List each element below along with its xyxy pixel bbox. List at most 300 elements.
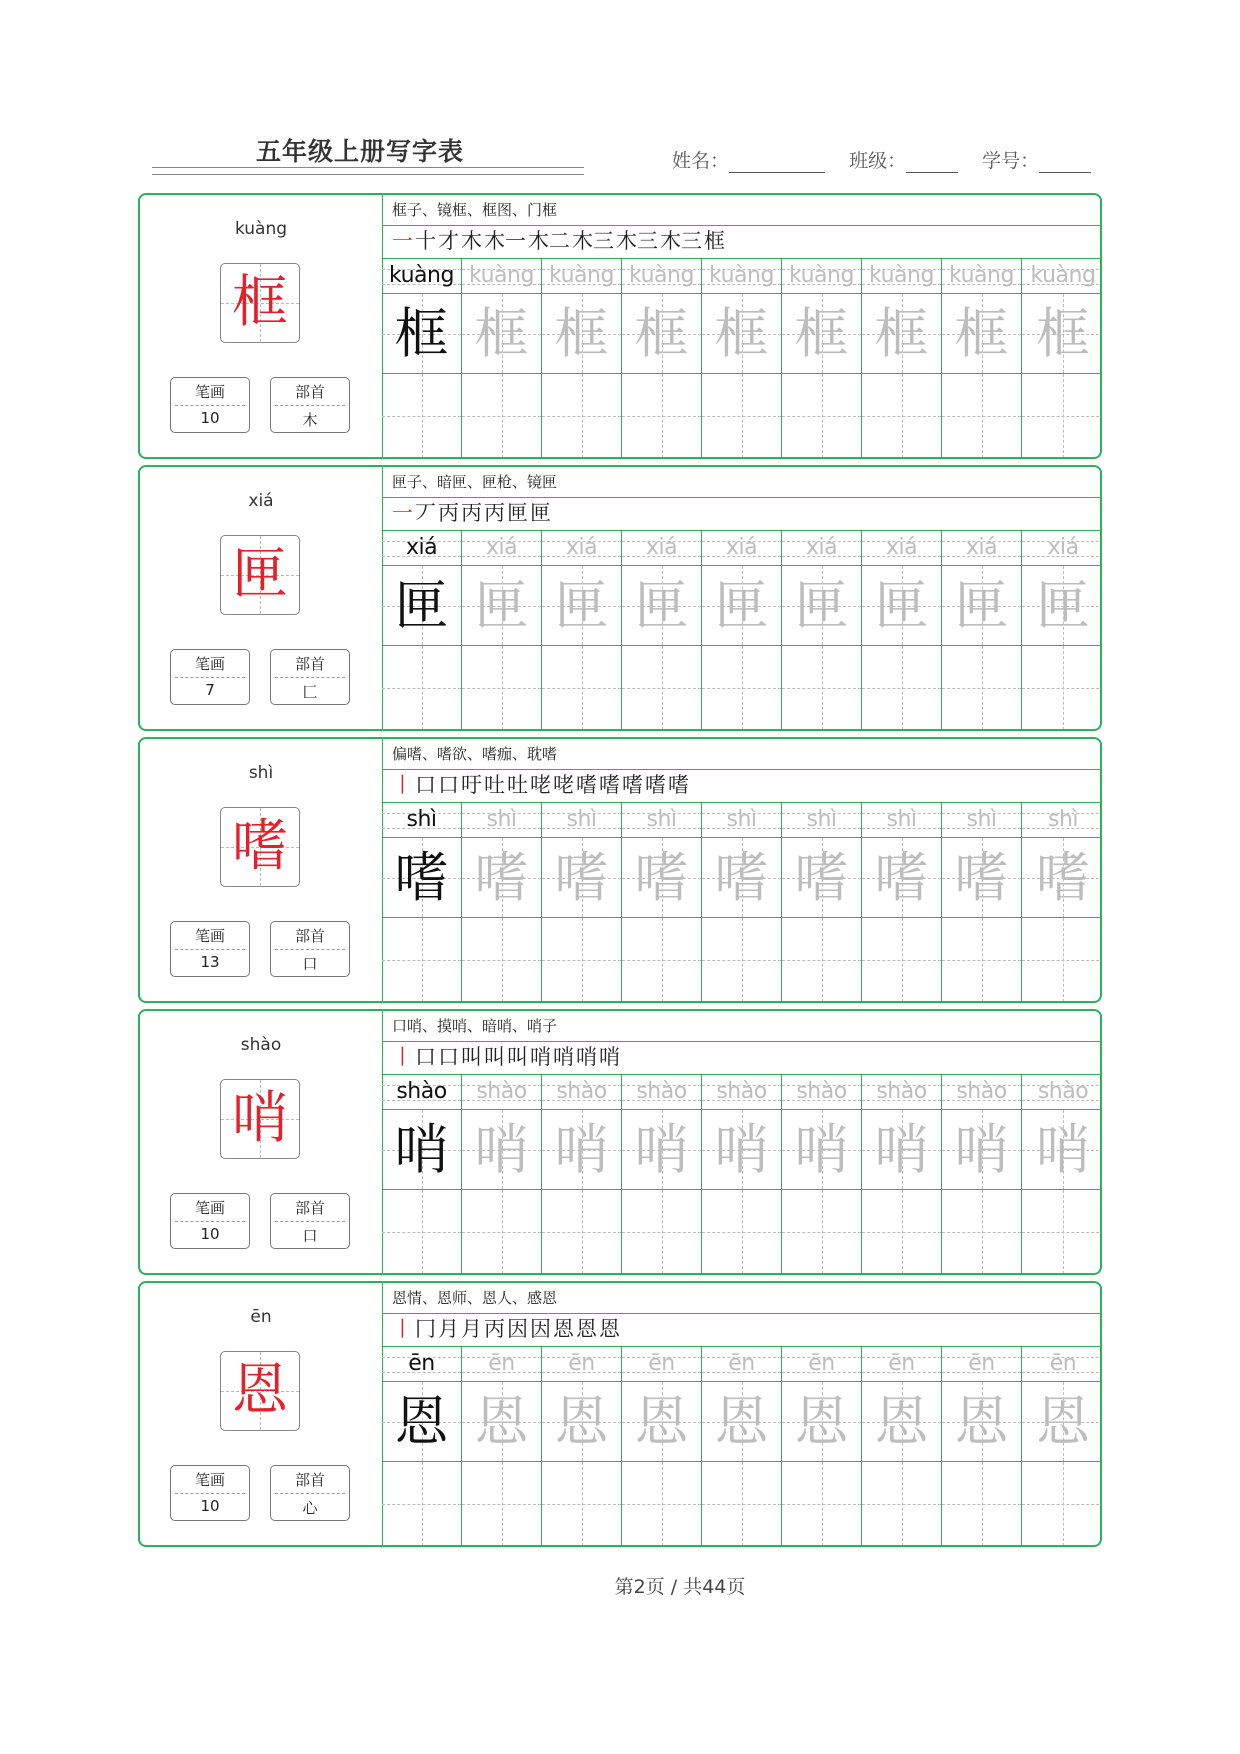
divider bbox=[275, 405, 345, 406]
blank-practice-cell[interactable] bbox=[622, 646, 701, 730]
stroke-order-step: 匣 bbox=[507, 501, 528, 525]
practice-area bbox=[382, 1283, 1100, 1545]
pinyin-cell[interactable] bbox=[462, 802, 541, 838]
character-card bbox=[138, 737, 1102, 1003]
grid-v-line bbox=[582, 918, 583, 1002]
blank-practice-cell[interactable] bbox=[1022, 1190, 1102, 1274]
stroke-order-step: 口 bbox=[438, 773, 459, 797]
blank-practice-cell[interactable] bbox=[462, 646, 541, 730]
pinyin-trace: xiá bbox=[565, 535, 598, 560]
practice-column bbox=[862, 1346, 942, 1545]
blank-practice-cell[interactable] bbox=[622, 918, 701, 1002]
practice-column bbox=[462, 802, 542, 1001]
grid-v-line bbox=[902, 374, 903, 458]
tian-grid-cell[interactable] bbox=[862, 1110, 941, 1190]
blank-practice-cell[interactable] bbox=[542, 374, 621, 458]
practice-area bbox=[382, 1011, 1100, 1273]
grid-v-line bbox=[902, 646, 903, 730]
blank-practice-cell[interactable] bbox=[782, 646, 861, 730]
tian-grid-cell[interactable] bbox=[1022, 566, 1102, 646]
tian-grid-cell[interactable] bbox=[862, 294, 941, 374]
pinyin-trace: shì bbox=[966, 807, 997, 832]
character-card bbox=[138, 465, 1102, 731]
stroke-order-step: 哨 bbox=[599, 1045, 620, 1069]
stroke-count-label: 笔画 bbox=[194, 1471, 225, 1489]
example-words: 偏嗜、嗜欲、嗜痂、耽嗜 bbox=[382, 739, 1100, 770]
blank-practice-cell[interactable] bbox=[622, 1190, 701, 1274]
stroke-count-box bbox=[170, 377, 250, 433]
pinyin-trace: ēn bbox=[968, 1351, 995, 1376]
tian-grid-cell[interactable] bbox=[782, 838, 861, 918]
pinyin-cell[interactable] bbox=[782, 530, 861, 566]
tian-grid-cell[interactable] bbox=[1022, 1110, 1102, 1190]
character-pinyin: shì bbox=[248, 763, 274, 783]
practice-column bbox=[702, 530, 782, 729]
class-label: 班级： bbox=[849, 150, 907, 172]
stroke-order-step: 一 bbox=[392, 501, 413, 525]
pinyin-cell[interactable] bbox=[462, 1346, 541, 1382]
tian-grid-cell[interactable] bbox=[782, 1382, 861, 1462]
pinyin-cell[interactable] bbox=[542, 1074, 621, 1110]
grid-v-line bbox=[502, 374, 503, 458]
practice-column bbox=[702, 802, 782, 1001]
tian-grid-cell[interactable] bbox=[1022, 838, 1102, 918]
blank-practice-cell[interactable] bbox=[702, 918, 781, 1002]
blank-practice-cell[interactable] bbox=[782, 1462, 861, 1546]
pinyin-cell[interactable] bbox=[542, 258, 621, 294]
pinyin-trace: shì bbox=[726, 807, 757, 832]
tian-grid-cell[interactable] bbox=[702, 294, 781, 374]
pinyin-trace: xiá bbox=[1047, 535, 1079, 560]
grid-v-line bbox=[662, 646, 663, 730]
tian-grid-cell[interactable] bbox=[862, 838, 941, 918]
blank-practice-cell[interactable] bbox=[382, 1462, 461, 1546]
tian-grid-cell[interactable] bbox=[542, 294, 621, 374]
practice-column bbox=[1022, 1074, 1102, 1273]
char-trace: 嗜 bbox=[554, 846, 609, 909]
radical-value: 匚 bbox=[302, 683, 318, 701]
pinyin-cell[interactable] bbox=[622, 530, 701, 566]
grid-v-line bbox=[822, 1190, 823, 1274]
radical-value: 口 bbox=[302, 955, 318, 973]
practice-area bbox=[382, 195, 1100, 457]
blank-practice-cell[interactable] bbox=[862, 1462, 941, 1546]
title-double-rule bbox=[152, 167, 584, 175]
pinyin-cell[interactable] bbox=[942, 802, 1021, 838]
tian-grid-cell[interactable] bbox=[862, 566, 941, 646]
stroke-order-row bbox=[382, 1313, 1100, 1347]
pinyin-cell[interactable] bbox=[862, 258, 941, 294]
pinyin-cell[interactable] bbox=[462, 258, 541, 294]
grid-v-line bbox=[582, 1462, 583, 1546]
blank-practice-cell[interactable] bbox=[382, 374, 461, 458]
character-glyph: 框 bbox=[232, 270, 288, 335]
practice-column bbox=[382, 1074, 462, 1273]
pinyin-cell[interactable] bbox=[862, 530, 941, 566]
pinyin-trace: kuàng bbox=[709, 263, 774, 288]
grid-v-line bbox=[422, 1462, 423, 1546]
pinyin-cell[interactable] bbox=[702, 1346, 781, 1382]
practice-column bbox=[622, 1074, 702, 1273]
divider bbox=[175, 1493, 245, 1494]
stroke-count-label: 笔画 bbox=[194, 655, 225, 673]
practice-column bbox=[622, 258, 702, 457]
stroke-count-box bbox=[170, 1193, 250, 1249]
pinyin-cell[interactable] bbox=[382, 802, 461, 838]
student-info-fields bbox=[672, 146, 1091, 173]
blank-practice-cell[interactable] bbox=[382, 918, 461, 1002]
practice-column bbox=[462, 1346, 542, 1545]
character-pinyin: kuàng bbox=[234, 219, 288, 239]
stroke-count-label: 笔画 bbox=[194, 1199, 225, 1217]
tian-grid-cell[interactable] bbox=[1022, 294, 1102, 374]
blank-practice-cell[interactable] bbox=[942, 1190, 1021, 1274]
grid-v-line bbox=[422, 646, 423, 730]
practice-column bbox=[702, 1346, 782, 1545]
pinyin-cell[interactable] bbox=[702, 258, 781, 294]
tian-grid-cell[interactable] bbox=[382, 1110, 461, 1190]
name-blank[interactable] bbox=[729, 152, 825, 173]
pinyin-trace: ēn bbox=[488, 1351, 515, 1376]
tian-grid-cell[interactable] bbox=[462, 294, 541, 374]
pinyin-cell[interactable] bbox=[542, 530, 621, 566]
grid-v-line bbox=[902, 1190, 903, 1274]
char-model: 匣 bbox=[394, 574, 449, 637]
tian-grid-cell[interactable] bbox=[382, 566, 461, 646]
blank-practice-cell[interactable] bbox=[782, 374, 861, 458]
blank-practice-cell[interactable] bbox=[542, 918, 621, 1002]
grid-v-line bbox=[822, 1462, 823, 1546]
pinyin-trace: ēn bbox=[808, 1351, 835, 1376]
stroke-order-step: 咾 bbox=[530, 773, 551, 797]
char-trace: 匣 bbox=[794, 574, 849, 637]
stroke-count-box bbox=[170, 921, 250, 977]
pinyin-trace: shì bbox=[486, 807, 517, 832]
tian-grid-cell[interactable] bbox=[542, 838, 621, 918]
grid-v-line bbox=[662, 1462, 663, 1546]
pinyin-cell[interactable] bbox=[1022, 530, 1102, 566]
stroke-order-step: 冂 bbox=[415, 1317, 436, 1341]
blank-practice-cell[interactable] bbox=[1022, 1462, 1102, 1546]
char-trace: 恩 bbox=[634, 1390, 689, 1453]
id-label: 学号： bbox=[982, 150, 1040, 172]
char-trace: 嗜 bbox=[474, 846, 529, 909]
blank-practice-cell[interactable] bbox=[862, 1190, 941, 1274]
char-trace: 恩 bbox=[794, 1390, 849, 1453]
example-words: 口哨、摸哨、暗哨、哨子 bbox=[382, 1011, 1100, 1042]
stroke-count-value: 10 bbox=[200, 1225, 220, 1243]
stroke-order-step: 咾 bbox=[553, 773, 574, 797]
character-box bbox=[220, 1079, 300, 1159]
divider bbox=[275, 1493, 345, 1494]
character-box bbox=[220, 535, 300, 615]
radical-box bbox=[270, 921, 350, 977]
blank-practice-cell[interactable] bbox=[942, 646, 1021, 730]
practice-column bbox=[782, 802, 862, 1001]
blank-practice-cell[interactable] bbox=[1022, 646, 1102, 730]
example-words: 匣子、暗匣、匣枪、镜匣 bbox=[382, 467, 1100, 498]
practice-column bbox=[622, 802, 702, 1001]
blank-practice-cell[interactable] bbox=[462, 918, 541, 1002]
blank-practice-cell[interactable] bbox=[382, 1190, 461, 1274]
char-trace: 哨 bbox=[554, 1118, 609, 1181]
pinyin-trace: ēn bbox=[728, 1351, 755, 1376]
pinyin-cell[interactable] bbox=[862, 1074, 941, 1110]
pinyin-cell[interactable] bbox=[622, 258, 701, 294]
blank-practice-cell[interactable] bbox=[1022, 918, 1102, 1002]
blank-practice-cell[interactable] bbox=[702, 1190, 781, 1274]
blank-practice-cell[interactable] bbox=[462, 1190, 541, 1274]
stroke-order-row bbox=[382, 225, 1100, 259]
pinyin-cell[interactable] bbox=[542, 802, 621, 838]
practice-grid bbox=[382, 802, 1100, 1001]
pinyin-trace: xiá bbox=[965, 535, 998, 560]
pinyin-trace: kuàng bbox=[869, 263, 934, 288]
pinyin-cell[interactable] bbox=[382, 1346, 461, 1382]
pinyin-cell[interactable] bbox=[942, 530, 1021, 566]
stroke-order-step: 才 bbox=[438, 229, 459, 253]
pinyin-cell[interactable] bbox=[782, 1074, 861, 1110]
pinyin-cell[interactable] bbox=[1022, 1346, 1102, 1382]
practice-column bbox=[862, 530, 942, 729]
char-trace: 嗜 bbox=[634, 846, 689, 909]
tian-grid-cell[interactable] bbox=[622, 294, 701, 374]
char-trace: 匣 bbox=[954, 574, 1009, 637]
grid-v-line bbox=[582, 1190, 583, 1274]
pinyin-trace: ēn bbox=[888, 1351, 915, 1376]
tian-grid-cell[interactable] bbox=[382, 1382, 461, 1462]
blank-practice-cell[interactable] bbox=[462, 374, 541, 458]
grid-v-line bbox=[1063, 1462, 1064, 1546]
radical-label: 部首 bbox=[294, 1199, 325, 1217]
pinyin-cell[interactable] bbox=[862, 1346, 941, 1382]
practice-column bbox=[382, 802, 462, 1001]
tian-grid-cell[interactable] bbox=[622, 566, 701, 646]
character-pinyin: xiá bbox=[248, 491, 274, 511]
char-trace: 哨 bbox=[634, 1118, 689, 1181]
tian-grid-cell[interactable] bbox=[782, 294, 861, 374]
character-glyph: 嗜 bbox=[232, 814, 288, 879]
pinyin-model: kuàng bbox=[389, 263, 454, 288]
grid-v-line bbox=[742, 1190, 743, 1274]
practice-column bbox=[1022, 258, 1102, 457]
practice-column bbox=[702, 1074, 782, 1273]
pinyin-model: shì bbox=[406, 807, 437, 832]
stroke-order-step: 哨 bbox=[553, 1045, 574, 1069]
stroke-order-step: 叫 bbox=[461, 1045, 482, 1069]
tian-grid-cell[interactable] bbox=[942, 566, 1021, 646]
tian-grid-cell[interactable] bbox=[462, 566, 541, 646]
char-trace: 嗜 bbox=[874, 846, 929, 909]
practice-column bbox=[462, 258, 542, 457]
tian-grid-cell[interactable] bbox=[942, 1110, 1021, 1190]
pinyin-trace: xiá bbox=[725, 535, 758, 560]
blank-practice-cell[interactable] bbox=[1022, 374, 1102, 458]
char-model: 嗜 bbox=[394, 846, 449, 909]
blank-practice-cell[interactable] bbox=[622, 374, 701, 458]
pinyin-trace: ēn bbox=[568, 1351, 595, 1376]
stroke-order-step: 嗜 bbox=[668, 773, 689, 797]
pinyin-cell[interactable] bbox=[382, 258, 461, 294]
tian-grid-cell[interactable] bbox=[942, 838, 1021, 918]
tian-grid-cell[interactable] bbox=[1022, 1382, 1102, 1462]
pinyin-trace: shì bbox=[806, 807, 837, 832]
pinyin-cell[interactable] bbox=[462, 1074, 541, 1110]
tian-grid-cell[interactable] bbox=[462, 1382, 541, 1462]
practice-column bbox=[942, 530, 1022, 729]
pinyin-cell[interactable] bbox=[942, 258, 1021, 294]
pinyin-trace: shào bbox=[876, 1079, 927, 1104]
tian-grid-cell[interactable] bbox=[622, 1382, 701, 1462]
char-trace: 恩 bbox=[954, 1390, 1009, 1453]
char-trace: 框 bbox=[714, 302, 769, 365]
pinyin-cell[interactable] bbox=[622, 1346, 701, 1382]
pinyin-cell[interactable] bbox=[782, 802, 861, 838]
blank-practice-cell[interactable] bbox=[862, 918, 941, 1002]
id-blank[interactable] bbox=[1039, 152, 1091, 173]
blank-practice-cell[interactable] bbox=[702, 646, 781, 730]
pinyin-cell[interactable] bbox=[1022, 802, 1102, 838]
blank-practice-cell[interactable] bbox=[942, 918, 1021, 1002]
tian-grid-cell[interactable] bbox=[702, 1110, 781, 1190]
character-summary bbox=[140, 1283, 383, 1545]
blank-practice-cell[interactable] bbox=[782, 918, 861, 1002]
blank-practice-cell[interactable] bbox=[942, 374, 1021, 458]
pinyin-cell[interactable] bbox=[382, 1074, 461, 1110]
tian-grid-cell[interactable] bbox=[542, 1110, 621, 1190]
stroke-order-step: 叫 bbox=[484, 1045, 505, 1069]
character-card bbox=[138, 1281, 1102, 1547]
char-trace: 匣 bbox=[634, 574, 689, 637]
pinyin-cell[interactable] bbox=[942, 1074, 1021, 1110]
pinyin-cell[interactable] bbox=[622, 802, 701, 838]
pinyin-cell[interactable] bbox=[702, 1074, 781, 1110]
tian-grid-cell[interactable] bbox=[782, 566, 861, 646]
stroke-order-step: 哨 bbox=[530, 1045, 551, 1069]
practice-column bbox=[622, 530, 702, 729]
stroke-order-step: 恩 bbox=[553, 1317, 574, 1341]
stroke-order-step: 恩 bbox=[576, 1317, 597, 1341]
pinyin-cell[interactable] bbox=[382, 530, 461, 566]
char-trace: 框 bbox=[794, 302, 849, 365]
tian-grid-cell[interactable] bbox=[942, 294, 1021, 374]
tian-grid-cell[interactable] bbox=[542, 1382, 621, 1462]
blank-practice-cell[interactable] bbox=[542, 646, 621, 730]
stroke-order-step: 木 bbox=[461, 229, 482, 253]
grid-v-line bbox=[422, 374, 423, 458]
stroke-count-value: 7 bbox=[205, 681, 215, 699]
class-blank[interactable] bbox=[906, 152, 958, 173]
tian-grid-cell[interactable] bbox=[382, 294, 461, 374]
practice-area bbox=[382, 739, 1100, 1001]
blank-practice-cell[interactable] bbox=[862, 646, 941, 730]
tian-grid-cell[interactable] bbox=[862, 1382, 941, 1462]
pinyin-trace: kuàng bbox=[629, 263, 694, 288]
blank-practice-cell[interactable] bbox=[862, 374, 941, 458]
stroke-order-step: 一 bbox=[392, 229, 413, 253]
grid-v-line bbox=[1063, 1190, 1064, 1274]
practice-column bbox=[782, 1074, 862, 1273]
pinyin-cell[interactable] bbox=[1022, 1074, 1102, 1110]
blank-practice-cell[interactable] bbox=[942, 1462, 1021, 1546]
pinyin-cell[interactable] bbox=[702, 802, 781, 838]
tian-grid-cell[interactable] bbox=[702, 566, 781, 646]
stroke-order-step: 木三 bbox=[616, 229, 658, 253]
character-glyph: 恩 bbox=[232, 1358, 288, 1423]
char-trace: 嗜 bbox=[714, 846, 769, 909]
stroke-order-step: 丙 bbox=[484, 501, 505, 525]
pinyin-cell[interactable] bbox=[782, 1346, 861, 1382]
grid-v-line bbox=[502, 646, 503, 730]
pinyin-cell[interactable] bbox=[542, 1346, 621, 1382]
pinyin-cell[interactable] bbox=[782, 258, 861, 294]
pinyin-cell[interactable] bbox=[702, 530, 781, 566]
practice-grid bbox=[382, 1074, 1100, 1273]
character-pinyin: ēn bbox=[250, 1307, 272, 1327]
grid-v-line bbox=[982, 646, 983, 730]
stroke-order-step: 吐 bbox=[484, 773, 505, 797]
name-label: 姓名： bbox=[672, 150, 730, 172]
stroke-count-box bbox=[170, 1465, 250, 1521]
blank-practice-cell[interactable] bbox=[542, 1462, 621, 1546]
pinyin-cell[interactable] bbox=[622, 1074, 701, 1110]
blank-practice-cell[interactable] bbox=[462, 1462, 541, 1546]
tian-grid-cell[interactable] bbox=[622, 1110, 701, 1190]
character-glyph: 匣 bbox=[232, 542, 288, 607]
tian-grid-cell[interactable] bbox=[462, 1110, 541, 1190]
grid-v-line bbox=[742, 646, 743, 730]
tian-grid-cell[interactable] bbox=[782, 1110, 861, 1190]
grid-v-line bbox=[822, 918, 823, 1002]
blank-practice-cell[interactable] bbox=[542, 1190, 621, 1274]
tian-grid-cell[interactable] bbox=[702, 1382, 781, 1462]
tian-grid-cell[interactable] bbox=[382, 838, 461, 918]
tian-grid-cell[interactable] bbox=[942, 1382, 1021, 1462]
stroke-order-step: 月 bbox=[461, 1317, 482, 1341]
character-box bbox=[220, 1351, 300, 1431]
grid-v-line bbox=[1063, 646, 1064, 730]
blank-practice-cell[interactable] bbox=[382, 646, 461, 730]
stroke-order-step: 吐 bbox=[507, 773, 528, 797]
char-trace: 恩 bbox=[874, 1390, 929, 1453]
pinyin-cell[interactable] bbox=[862, 802, 941, 838]
tian-grid-cell[interactable] bbox=[622, 838, 701, 918]
grid-v-line bbox=[422, 1190, 423, 1274]
tian-grid-cell[interactable] bbox=[462, 838, 541, 918]
blank-practice-cell[interactable] bbox=[782, 1190, 861, 1274]
pinyin-cell[interactable] bbox=[462, 530, 541, 566]
character-summary bbox=[140, 467, 383, 729]
pinyin-cell[interactable] bbox=[1022, 258, 1102, 294]
grid-h-line bbox=[1022, 688, 1102, 689]
pinyin-cell[interactable] bbox=[942, 1346, 1021, 1382]
practice-column bbox=[862, 802, 942, 1001]
tian-grid-cell[interactable] bbox=[702, 838, 781, 918]
character-card bbox=[138, 1009, 1102, 1275]
char-trace: 哨 bbox=[1036, 1118, 1090, 1181]
blank-practice-cell[interactable] bbox=[702, 1462, 781, 1546]
blank-practice-cell[interactable] bbox=[622, 1462, 701, 1546]
grid-v-line bbox=[502, 1462, 503, 1546]
grid-v-line bbox=[662, 374, 663, 458]
pinyin-trace: shào bbox=[796, 1079, 847, 1104]
tian-grid-cell[interactable] bbox=[542, 566, 621, 646]
stroke-count-value: 10 bbox=[200, 1497, 220, 1515]
practice-column bbox=[782, 258, 862, 457]
stroke-order-step: 丙 bbox=[484, 1317, 505, 1341]
blank-practice-cell[interactable] bbox=[702, 374, 781, 458]
char-trace: 框 bbox=[1036, 302, 1090, 365]
